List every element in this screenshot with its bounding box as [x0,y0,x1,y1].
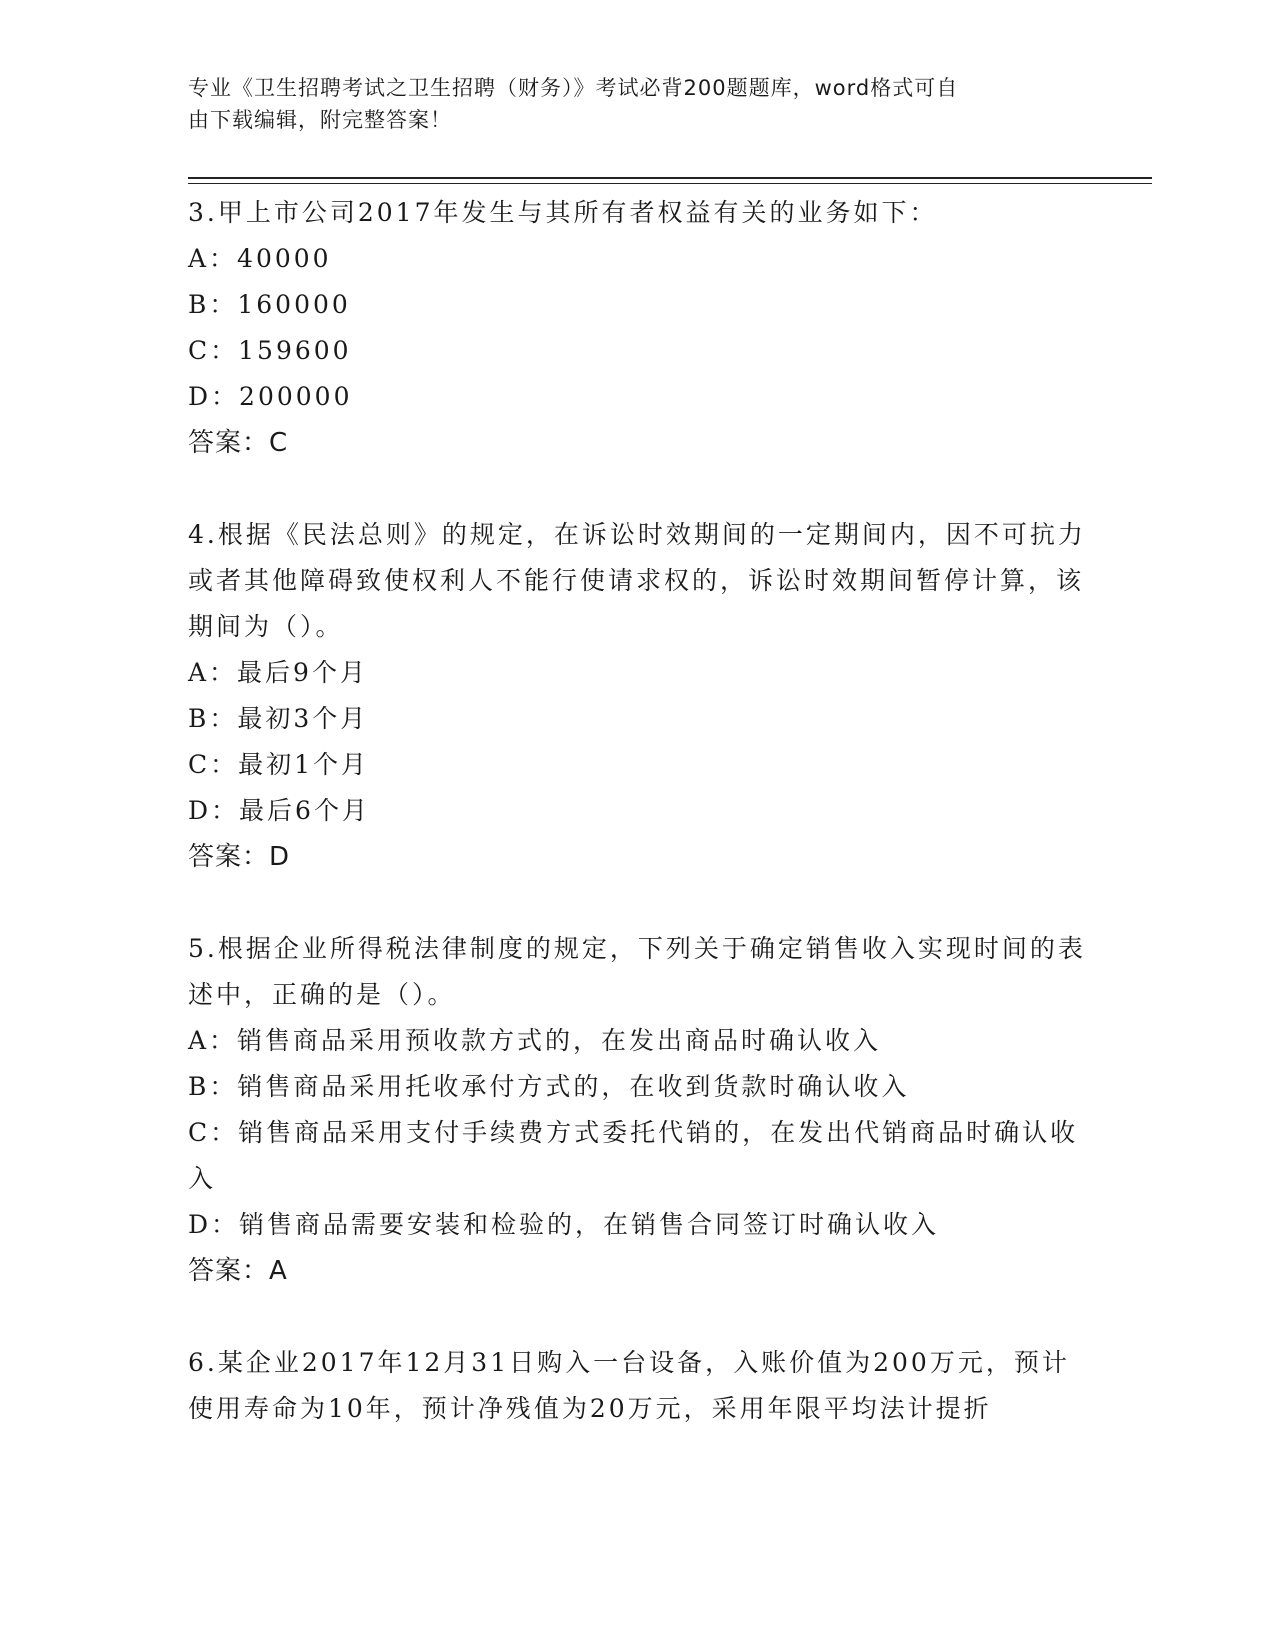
option-c: C：最初1个月 [188,750,370,779]
option-b: B：最初3个月 [188,704,369,733]
option-b: B：160000 [188,290,351,319]
question-6 [188,1340,1088,1432]
header-line-1: 专业《卫生招聘考试之卫生招聘（财务）》考试必背200题题库，word格式可自 [188,76,959,100]
option-a: A：40000 [188,244,332,273]
option-d: D：200000 [188,382,353,411]
question-5 [188,926,1088,1294]
option-c: C：159600 [188,336,352,365]
answer-line: 答案：C [188,428,289,458]
header-divider-thin [188,183,1152,184]
question-3 [188,190,1088,466]
option-a: A：销售商品采用预收款方式的，在发出商品时确认收入 [188,1026,882,1055]
header-line-2: 由下载编辑，附完整答案！ [188,108,452,132]
header-divider-thick [188,177,1152,179]
question-4 [188,512,1088,880]
option-a: A：最后9个月 [188,658,368,687]
question-stem: 4.根据《民法总则》的规定，在诉讼时效期间的一定期间内，因不可抗力或者其他障碍致使权利人不能行使请求权的，诉讼时效期间暂停计算，该期间为（）。 [188,520,1086,641]
question-stem: 5.根据企业所得税法律制度的规定，下列关于确定销售收入实现时间的表述中，正确的是（）。 [188,934,1086,1009]
answer-line: 答案：D [188,842,291,872]
option-c: C：销售商品采用支付手续费方式委托代销的，在发出代销商品时确认收入 [188,1118,1079,1193]
question-stem: 3.甲上市公司2017年发生与其所有者权益有关的业务如下： [188,198,938,227]
question-stem: 6.某企业2017年12月31日购入一台设备，入账价值为200万元，预计使用寿命为10年，预计净残值为20万元，采用年限平均法计提折 [188,1348,1070,1423]
option-d: D：最后6个月 [188,796,370,825]
answer-line: 答案：A [188,1256,288,1286]
option-b: B：销售商品采用托收承付方式的，在收到货款时确认收入 [188,1072,910,1101]
question-list [188,190,1088,1432]
option-d: D：销售商品需要安装和检验的，在销售合同签订时确认收入 [188,1210,940,1239]
document-header [188,72,1068,136]
